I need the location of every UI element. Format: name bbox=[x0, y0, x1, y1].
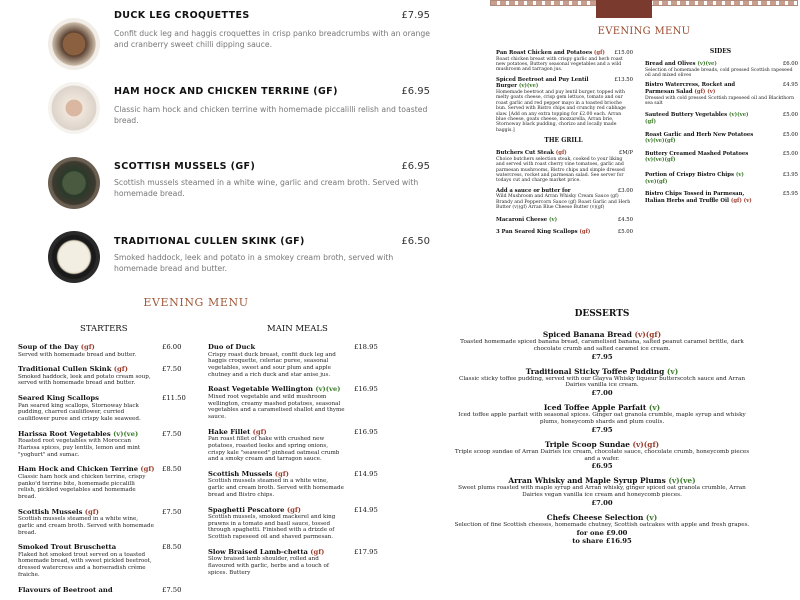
dish-name: TRADITIONAL CULLEN SKINK (GF) bbox=[114, 236, 305, 247]
featured-dishes-panel bbox=[0, 0, 440, 295]
item-description: Scottish mussels, smoked mackerel and king prawns in a tomato and basil sauce, tossed through spaghetti. Finished with a drizzle of Scottish rapeseed oil and shaved parmesan. bbox=[208, 514, 336, 541]
dish-ham-hock-terrine bbox=[0, 86, 440, 156]
item-price: £6.00 bbox=[162, 343, 182, 351]
dish-name: DUCK LEG CROQUETTES bbox=[114, 10, 250, 21]
item-price: £7.50 bbox=[162, 429, 182, 438]
dessert-price: £6.95 bbox=[591, 462, 613, 471]
item-name: Scottish Mussels (gf) bbox=[208, 469, 289, 478]
item-name: Scottish Mussels (gf) bbox=[18, 507, 99, 516]
dessert-price: for one £9.00 to share £16.95 bbox=[572, 528, 632, 545]
item-price: £17.95 bbox=[354, 547, 378, 556]
item-description: Scottish mussels steamed in a white wine, garlic and cream broth. Served with homemade bread. bbox=[18, 516, 154, 536]
menu-item: Spiced Beetroot and Puy Lentil Burger (v)(ve) £13.50 Homemade beetroot and puy lentil burger, topped with melty goats cheese, crisp gem lettuce, tomato and our roast garlic and red pepper mayo in a toasted brioche bun. Served with Bistro chips and crunchy red cabbage slaw. [Add on any extra topping for £2.00 each. Arran blue cheese, goats cheese, mozzarella, Arran brie, Stornoway black pudding, chorizo and locally made haggis.] bbox=[496, 76, 633, 133]
dessert-item bbox=[452, 476, 752, 507]
side-item: Bistro Chips Tossed in Parmesan, Italian Herbs and Truffle Oil (gf) (v) £5.95 bbox=[645, 191, 798, 204]
menu-item: Butchers Cut Steak (gf) £M/P Choice butchers selection steak, cooked to your liking and served with roast cherry vine tomatoes, garlic and parmesan mushrooms, Bistro chips and simple dressed watercress, rocket and parmesan salad. See server for todays cut and charge market price. bbox=[496, 150, 633, 184]
dessert-price: £7.95 bbox=[591, 425, 613, 434]
dish-description: Scottish mussels steamed in a white wine, garlic and cream broth. Served with homemade bread. bbox=[114, 178, 419, 198]
item-description: Roasted root vegetables with Moroccan Harissa spices, puy lentils, lemon and mint "yoghurt" and sumac. bbox=[18, 438, 141, 458]
menu-title: EVENING MENU bbox=[597, 26, 691, 37]
menu-item bbox=[208, 548, 384, 577]
section-title-desserts: DESSERTS bbox=[574, 309, 630, 319]
side-item: Portion of Crispy Bistro Chips (v)(ve)(gf) £3.95 bbox=[645, 171, 798, 185]
item-name: Traditional Cullen Skink (gf) bbox=[18, 365, 128, 374]
section-title-sides: SIDES bbox=[709, 48, 732, 55]
dessert-name: Iced Toffee Apple Parfait (v) bbox=[543, 403, 661, 413]
dish-price: £6.95 bbox=[401, 86, 430, 97]
dish-duck-leg-croquettes bbox=[0, 10, 440, 80]
menu-item: Add a sauce or butter for £3.00 Wild Mushroom and Arran Whisky Cream Sauce (gf) Brandy and Peppercorn Sauce (gf) Roast Garlic and Herb Butter (v)(gf) Arran Blue Cheese Butter (v)(gf) bbox=[496, 187, 633, 211]
desserts-page bbox=[452, 305, 800, 600]
dessert-item bbox=[452, 440, 752, 471]
dessert-description: Triple scoop sundae of Arran Dairies ice cream, chocolate sauce, chocolate crumb, honeycomb pieces and a wafer. bbox=[454, 448, 750, 462]
side-item: Buttery Creamed Mashed Potatoes (v)(ve)(gf) £5.00 bbox=[645, 150, 798, 164]
menu-item bbox=[208, 343, 384, 378]
dessert-price: £7.00 bbox=[591, 389, 613, 398]
item-description: Served with homemade bread and butter. bbox=[18, 351, 137, 358]
item-price: £18.95 bbox=[354, 343, 378, 351]
menu-item: Macaroni Cheese (v) £4.50 bbox=[496, 216, 633, 223]
item-description: Flaked hot smoked trout served on a toasted homemade bread, with sweet pickled beetroot, dressed watercress and a horseradish crème fraiche. bbox=[18, 551, 152, 578]
menu-item bbox=[18, 465, 188, 500]
dish-name: HAM HOCK AND CHICKEN TERRINE (GF) bbox=[114, 86, 338, 97]
item-description: Slow braised lamb shoulder, rolled and flavoured with garlic, herbs and a touch of spices. Buttery bbox=[208, 556, 329, 576]
menu-item bbox=[208, 506, 384, 541]
item-name: Ham Hock and Chicken Terrine (gf) bbox=[18, 465, 155, 474]
dessert-name: Chefs Cheese Selection (v) bbox=[546, 512, 658, 522]
dessert-item bbox=[452, 513, 752, 545]
dessert-description: Toasted homemade spiced banana bread, caramelised banana, salted peanut caramel brittle, dark chocolate crumb and salted caramel ice cream. bbox=[460, 339, 744, 352]
dish-photo bbox=[48, 157, 100, 209]
item-description: Classic ham hock and chicken terrine, crispy panko'd terrine bite, homemade piccalilli relish, pickled vegetables and homemade bread. bbox=[18, 473, 146, 500]
evening-menu-page-right bbox=[488, 0, 800, 300]
menu-item bbox=[18, 586, 188, 595]
dish-description: Classic ham hock and chicken terrine with homemade piccalilli relish and toasted bread. bbox=[114, 105, 428, 125]
menu-item bbox=[18, 343, 188, 358]
item-name: Harissa Root Vegetables (v)(ve) bbox=[18, 429, 139, 438]
dish-price: £6.50 bbox=[401, 236, 430, 247]
menu-title: EVENING MENU bbox=[143, 296, 249, 309]
dessert-price: £7.95 bbox=[591, 352, 613, 361]
dessert-item bbox=[452, 367, 752, 398]
dish-name: SCOTTISH MUSSELS (GF) bbox=[114, 161, 256, 172]
item-name: Soup of the Day (gf) bbox=[18, 343, 95, 351]
side-item: Roast Garlic and Herb New Potatoes (v)(ve)(gf) £5.00 bbox=[645, 131, 798, 145]
item-name: Duo of Duck bbox=[208, 343, 256, 351]
item-price: £14.95 bbox=[354, 505, 378, 514]
dessert-name: Traditional Sticky Toffee Pudding (v) bbox=[525, 366, 679, 376]
logo bbox=[596, 0, 652, 18]
item-description: Smoked haddock, leek and potato cream soup, served with homemade bread and butter. bbox=[18, 373, 151, 387]
menu-item bbox=[208, 428, 384, 463]
dish-description: Confit duck leg and haggis croquettes in crisp panko breadcrumbs with an orange and cranberry sweet chilli dipping sauce. bbox=[114, 29, 430, 49]
page-gap bbox=[392, 300, 452, 600]
item-description: Scottish mussels steamed in a white wine, garlic and cream broth. Served with homemade bread and Bistro chips. bbox=[208, 478, 344, 498]
menu-item bbox=[18, 543, 188, 578]
menu-item bbox=[208, 470, 384, 499]
dish-scottish-mussels bbox=[0, 161, 440, 231]
dessert-item bbox=[452, 403, 752, 434]
dish-price: £6.95 bbox=[401, 161, 430, 172]
desserts-list bbox=[452, 330, 752, 551]
dessert-item bbox=[452, 330, 752, 361]
starters-column bbox=[18, 343, 188, 600]
menu-item bbox=[18, 508, 188, 537]
item-price: £16.95 bbox=[354, 427, 378, 436]
item-price: £14.95 bbox=[354, 469, 378, 478]
mains-continued-column bbox=[496, 50, 631, 240]
sides-column bbox=[645, 48, 796, 208]
item-price: £7.50 bbox=[162, 507, 182, 516]
item-price: £7.50 bbox=[162, 585, 182, 594]
item-description: Crispy roast duck breast, confit duck leg and haggis croquette, celeriac puree, seasonal vegetables, sweet and sour plum and apple chutney and a rich duck and star anise jus. bbox=[208, 351, 336, 378]
menu-item bbox=[18, 430, 188, 459]
dessert-name: Arran Whisky and Maple Syrup Plums (v)(ve) bbox=[508, 476, 696, 486]
side-item: Sauteed Buttery Vegetables (v)(ve)(gf) £5.00 bbox=[645, 112, 798, 125]
dessert-description: Sweet plums roasted with maple syrup and Arran whisky, ginger spiced oat granola crumble, Arran Dairies vegan vanilla ice cream and honeycomb pieces. bbox=[458, 485, 746, 499]
item-name: Smoked Trout Bruschetta bbox=[18, 543, 117, 552]
dish-photo bbox=[48, 82, 100, 134]
item-description: Pan seared king scallops, Stornoway black pudding, charred cauliflower, curried cauliflower puree and crispy kale seaweed. bbox=[18, 402, 141, 423]
item-price: £8.50 bbox=[162, 465, 182, 474]
item-price: £7.50 bbox=[162, 365, 182, 374]
item-description: Mixed root vegetable and wild mushroom wellington, creamy mashed potatoes, seasonal vegetables and a caramelised shallot and thyme sauce. bbox=[208, 393, 345, 420]
mains-column bbox=[208, 343, 384, 583]
dessert-name: Spiced Banana Bread (v)(gf) bbox=[542, 330, 662, 339]
item-price: £8.50 bbox=[162, 543, 182, 552]
menu-item: Pan Roast Chicken and Potatoes (gf) £15.00 Roast chicken breast with crispy garlic and herb roast new potatoes, Buttery seasonal vegetables and a wild mushroom and tarragon jus. bbox=[496, 50, 633, 73]
item-price: £16.95 bbox=[354, 385, 378, 394]
item-name: Seared King Scallops bbox=[18, 394, 99, 403]
evening-menu-page-left bbox=[0, 295, 392, 600]
dessert-description: Classic sticky toffee pudding, served with our Glayva Whisky liqueur butterscotch sauce and Arran Dairies vanilla ice cream. bbox=[458, 375, 746, 389]
item-name: Roast Vegetable Wellington (v)(ve) bbox=[208, 385, 341, 394]
side-item: Bread and Olives (v)(ve) £6.00 Selection of homemade breads, cold pressed Scottish rapeseed oil and mixed olives bbox=[645, 61, 798, 78]
dessert-description: Iced toffee apple parfait with seasonal spices. Ginger oat granola crumble, maple syrup and whisky plums, honeycomb shards and plum coulis. bbox=[458, 412, 746, 425]
menu-item: 3 Pan Seared King Scallops (gf) £5.00 bbox=[496, 229, 633, 236]
section-title-starters: STARTERS bbox=[80, 324, 128, 334]
item-description: Pan roast fillet of hake with crushed new potatoes, roasted leeks and spring onions, crispy kale "seaweed" pinhead oatmeal crumb and a smoky cream and tarragon sauce. bbox=[208, 436, 340, 463]
dessert-price: £7.00 bbox=[591, 498, 613, 507]
item-name: Spaghetti Pescatore (gf) bbox=[208, 505, 301, 514]
section-title-mains: MAIN MEALS bbox=[267, 324, 328, 334]
dessert-description: Selection of fine Scottish cheeses, homemade chutney, Scottish oatcakes with apple and fresh grapes. bbox=[454, 521, 750, 528]
item-name: Slow Braised Lamb-chetta (gf) bbox=[208, 547, 325, 556]
item-name: Hake Fillet (gf) bbox=[208, 427, 267, 436]
item-price: £11.50 bbox=[162, 394, 186, 403]
dessert-name: Triple Scoop Sundae (v)(gf) bbox=[544, 439, 660, 449]
item-name: Flavours of Beetroot and bbox=[18, 585, 113, 594]
dish-photo bbox=[48, 231, 100, 283]
menu-item bbox=[18, 365, 188, 387]
section-title-grill: THE GRILL bbox=[544, 137, 583, 145]
dish-price: £7.95 bbox=[401, 10, 430, 21]
side-item: Bistro Watercress, Rocket and Parmesan Salad (gf) (v) £4.95 Dressed with cold pressed Scottish rapeseed oil and Blackthorn sea salt bbox=[645, 82, 798, 106]
dish-description: Smoked haddock, leek and potato in a smokey cream broth, served with homemade bread and butter. bbox=[114, 253, 394, 273]
menu-item bbox=[208, 385, 384, 420]
dish-photo bbox=[48, 18, 100, 70]
menu-item bbox=[18, 394, 188, 423]
